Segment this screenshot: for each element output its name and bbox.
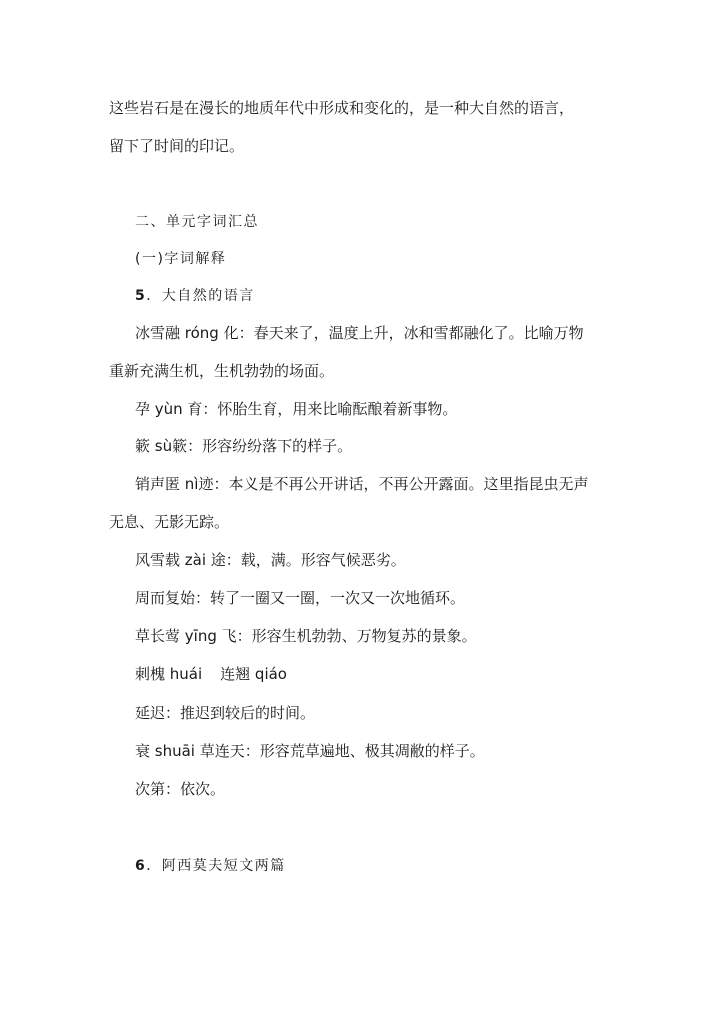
entry-susu: 簌 sù簌：形容纷纷落下的样子。 xyxy=(135,437,353,455)
entry-cidi: 次第：依次。 xyxy=(135,780,226,798)
entry-xiaoshengniji-line-1: 销声匿 nì迹：本义是不再公开讲话，不再公开露面。这里指昆虫无声 xyxy=(135,475,589,493)
lesson-6-title: ．阿西莫夫短文两篇 xyxy=(146,858,286,874)
entry-yanchi: 延迟：推迟到较后的时间。 xyxy=(135,704,316,722)
entry-fengxuezaitu: 风雪载 zài 途：载，满。形容气候恶劣。 xyxy=(135,551,406,569)
entry-bingxuerong-line-2: 重新充满生机，生机勃勃的场面。 xyxy=(109,362,335,380)
lesson-5-number: 5 xyxy=(135,288,147,304)
lesson-6-number: 6 xyxy=(135,858,147,874)
intro-line-1: 这些岩石是在漫长的地质年代中形成和变化的，是一种大自然的语言， xyxy=(109,99,575,117)
lesson-5-title: ．大自然的语言 xyxy=(146,288,255,304)
entry-zhouerfushi: 周而复始：转了一圈又一圈，一次又一次地循环。 xyxy=(135,589,466,607)
lesson-6-heading xyxy=(135,856,286,876)
entry-shuaicaoliantian: 衰 shuāi 草连天：形容荒草遍地、极其凋敝的样子。 xyxy=(135,742,485,760)
entry-caozhangyingfei: 草长莺 yīng 飞：形容生机勃勃、万物复苏的景象。 xyxy=(135,627,477,645)
entry-lianqiao: 连翘 qiáo xyxy=(220,665,287,683)
entry-yunyu: 孕 yùn 育：怀胎生育，用来比喻酝酿着新事物。 xyxy=(135,400,458,418)
lesson-5-heading xyxy=(135,286,255,306)
entry-xiaoshengniji-line-2: 无息、无影无踪。 xyxy=(109,513,230,531)
entry-cihuai: 刺槐 huái xyxy=(135,665,203,683)
section-title: 二、单元字词汇总 xyxy=(135,214,259,230)
entry-bingxuerong-line-1: 冰雪融 róng 化：春天来了，温度上升，冰和雪都融化了。比喻万物 xyxy=(135,324,584,342)
entry-cihuai-lianqiao xyxy=(135,664,287,684)
intro-line-2: 留下了时间的印记。 xyxy=(109,137,245,155)
section-subtitle: (一)字词解释 xyxy=(135,251,227,267)
